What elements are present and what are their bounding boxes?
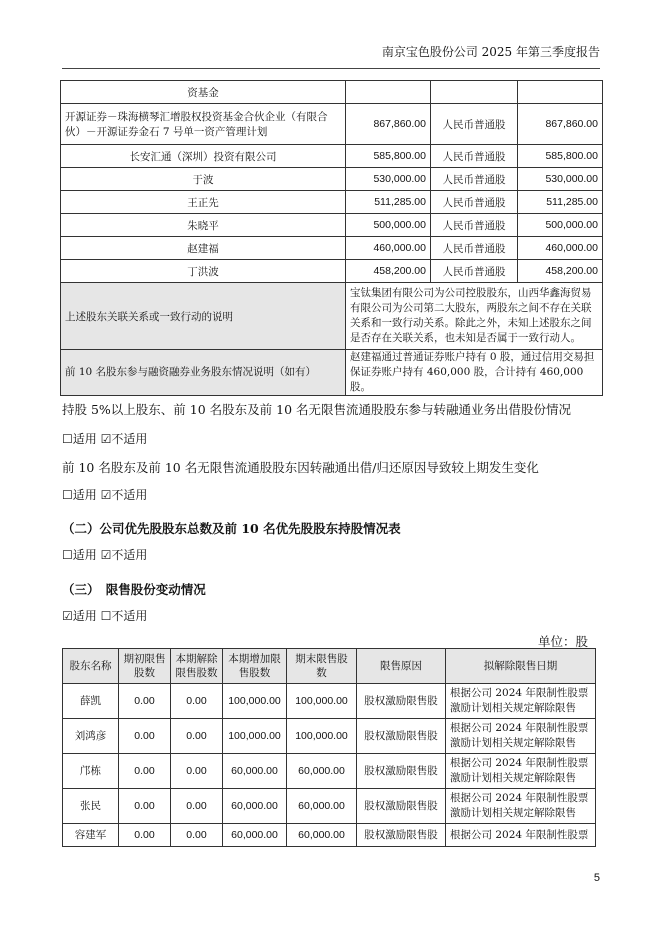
shareholder-row xyxy=(61,145,603,168)
released-restricted: 0.00 xyxy=(171,684,223,719)
added-restricted: 60,000.00 xyxy=(223,789,287,824)
holder-name: 张民 xyxy=(63,789,119,824)
section-restricted-shares: （三） 限售股份变动情况 xyxy=(62,582,206,597)
shareholder-row xyxy=(61,237,603,260)
shareholder-name: 丁洪波 xyxy=(61,260,346,283)
released-restricted: 0.00 xyxy=(171,754,223,789)
share-type: 人民币普通股 xyxy=(431,237,518,260)
shareholder-name: 朱晓平 xyxy=(61,214,346,237)
share-count: 585,800.00 xyxy=(518,145,603,168)
restricted-row xyxy=(63,754,596,789)
shareholder-name: 于波 xyxy=(61,168,346,191)
holder-name: 容建军 xyxy=(63,824,119,847)
restricted-row xyxy=(63,684,596,719)
share-type: 人民币普通股 xyxy=(431,145,518,168)
column-header: 本期解除限售股数 xyxy=(171,649,223,684)
restricted-row xyxy=(63,789,596,824)
shareholder-row xyxy=(61,81,603,104)
shareholder-shares: 500,000.00 xyxy=(346,214,431,237)
closing-restricted: 100,000.00 xyxy=(287,684,357,719)
column-header: 期初限售股数 xyxy=(119,649,171,684)
holder-name: 薛凯 xyxy=(63,684,119,719)
share-type: 人民币普通股 xyxy=(431,168,518,191)
closing-restricted: 60,000.00 xyxy=(287,789,357,824)
applicability-check-2: ☐适用 ☑不适用 xyxy=(62,488,148,502)
restriction-reason: 股权激励限售股 xyxy=(357,824,446,847)
opening-restricted: 0.00 xyxy=(119,684,171,719)
shareholder-shares: 458,200.00 xyxy=(346,260,431,283)
release-date: 根据公司 2024 年限制性股票激励计划相关规定解除限售 xyxy=(446,684,596,719)
restriction-reason: 股权激励限售股 xyxy=(357,754,446,789)
release-date: 根据公司 2024 年限制性股票激励计划相关规定解除限售 xyxy=(446,719,596,754)
page-header xyxy=(62,43,600,69)
released-restricted: 0.00 xyxy=(171,789,223,824)
shareholder-shares: 511,285.00 xyxy=(346,191,431,214)
share-count: 511,285.00 xyxy=(518,191,603,214)
shareholder-shares: 460,000.00 xyxy=(346,237,431,260)
share-count: 500,000.00 xyxy=(518,214,603,237)
column-header: 限售原因 xyxy=(357,649,446,684)
margin-row xyxy=(61,350,603,396)
relation-text: 宝钛集团有限公司为公司控股股东，山西华鑫海贸易有限公司为公司第二大股东，两股东之间不存在关联关系和一致行动关系。除此之外，未知上述股东之间是否存在关联关系，也未知是否属于一致行动人。 xyxy=(346,283,603,350)
shareholder-shares xyxy=(346,81,431,104)
restriction-reason: 股权激励限售股 xyxy=(357,789,446,824)
opening-restricted: 0.00 xyxy=(119,754,171,789)
shareholder-row xyxy=(61,214,603,237)
added-restricted: 100,000.00 xyxy=(223,684,287,719)
margin-label: 前 10 名股东参与融资融券业务股东情况说明（如有） xyxy=(61,350,346,396)
restricted-row xyxy=(63,719,596,754)
closing-restricted: 100,000.00 xyxy=(287,719,357,754)
shareholder-row xyxy=(61,168,603,191)
released-restricted: 0.00 xyxy=(171,719,223,754)
shareholder-name: 长安汇通（深圳）投资有限公司 xyxy=(61,145,346,168)
closing-restricted: 60,000.00 xyxy=(287,824,357,847)
opening-restricted: 0.00 xyxy=(119,789,171,824)
column-header: 本期增加限售股数 xyxy=(223,649,287,684)
restriction-reason: 股权激励限售股 xyxy=(357,719,446,754)
share-count: 530,000.00 xyxy=(518,168,603,191)
relation-row xyxy=(61,283,603,350)
page-number: 5 xyxy=(593,872,600,884)
applicability-check-4: ☑适用 ☐不适用 xyxy=(62,609,148,623)
shareholder-row xyxy=(61,260,603,283)
release-date: 根据公司 2024 年限制性股票激励计划相关规定解除限售 xyxy=(446,754,596,789)
margin-text: 赵建福通过普通证券账户持有 0 股，通过信用交易担保证券账户持有 460,000 股，合计持有 460,000 股。 xyxy=(346,350,603,396)
share-type: 人民币普通股 xyxy=(431,191,518,214)
shareholder-name: 开源证券－珠海横琴汇增股权投资基金合伙企业（有限合伙）－开源证券金石 7 号单一资产管理计划 xyxy=(61,104,346,145)
shareholder-name: 资基金 xyxy=(61,81,346,104)
added-restricted: 100,000.00 xyxy=(223,719,287,754)
opening-restricted: 0.00 xyxy=(119,719,171,754)
share-type: 人民币普通股 xyxy=(431,260,518,283)
shareholder-shares: 585,800.00 xyxy=(346,145,431,168)
holder-name: 刘鸿彦 xyxy=(63,719,119,754)
lending-change-note: 前 10 名股东及前 10 名无限售流通股股东因转融通出借/归还原因导致较上期发生变化 xyxy=(62,460,539,475)
share-count: 458,200.00 xyxy=(518,260,603,283)
release-date: 根据公司 2024 年限制性股票激励计划相关规定解除限售 xyxy=(446,789,596,824)
opening-restricted: 0.00 xyxy=(119,824,171,847)
released-restricted: 0.00 xyxy=(171,824,223,847)
applicability-check-1: ☐适用 ☑不适用 xyxy=(62,432,148,446)
shareholder-name: 王正先 xyxy=(61,191,346,214)
relation-label: 上述股东关联关系或一致行动的说明 xyxy=(61,283,346,350)
report-title: 南京宝色股份公司 2025 年第三季度报告 xyxy=(381,45,600,59)
added-restricted: 60,000.00 xyxy=(223,754,287,789)
closing-restricted: 60,000.00 xyxy=(287,754,357,789)
section-preferred-shareholders: （二）公司优先股股东总数及前 10 名优先股股东持股情况表 xyxy=(62,521,401,536)
shareholder-name: 赵建福 xyxy=(61,237,346,260)
share-count: 460,000.00 xyxy=(518,237,603,260)
shareholder-shares: 867,860.00 xyxy=(346,104,431,145)
restriction-reason: 股权激励限售股 xyxy=(357,684,446,719)
share-type: 人民币普通股 xyxy=(431,214,518,237)
restricted-row xyxy=(63,824,596,847)
shareholder-row xyxy=(61,191,603,214)
applicability-check-3: ☐适用 ☑不适用 xyxy=(62,548,148,562)
restricted-shares-table xyxy=(62,648,596,847)
added-restricted: 60,000.00 xyxy=(223,824,287,847)
shareholder-shares: 530,000.00 xyxy=(346,168,431,191)
share-count xyxy=(518,81,603,104)
share-type xyxy=(431,81,518,104)
release-date: 根据公司 2024 年限制性股票 xyxy=(446,824,596,847)
share-count: 867,860.00 xyxy=(518,104,603,145)
column-header: 期末限售股数 xyxy=(287,649,357,684)
unit-label: 单位：股 xyxy=(537,634,588,649)
shareholder-row xyxy=(61,104,603,145)
top-shareholders-table xyxy=(60,80,603,396)
securities-lending-note: 持股 5%以上股东、前 10 名股东及前 10 名无限售流通股股东参与转融通业务出借股份情况 xyxy=(62,402,572,417)
share-type: 人民币普通股 xyxy=(431,104,518,145)
holder-name: 邝栋 xyxy=(63,754,119,789)
column-header: 股东名称 xyxy=(63,649,119,684)
column-header: 拟解除限售日期 xyxy=(446,649,596,684)
